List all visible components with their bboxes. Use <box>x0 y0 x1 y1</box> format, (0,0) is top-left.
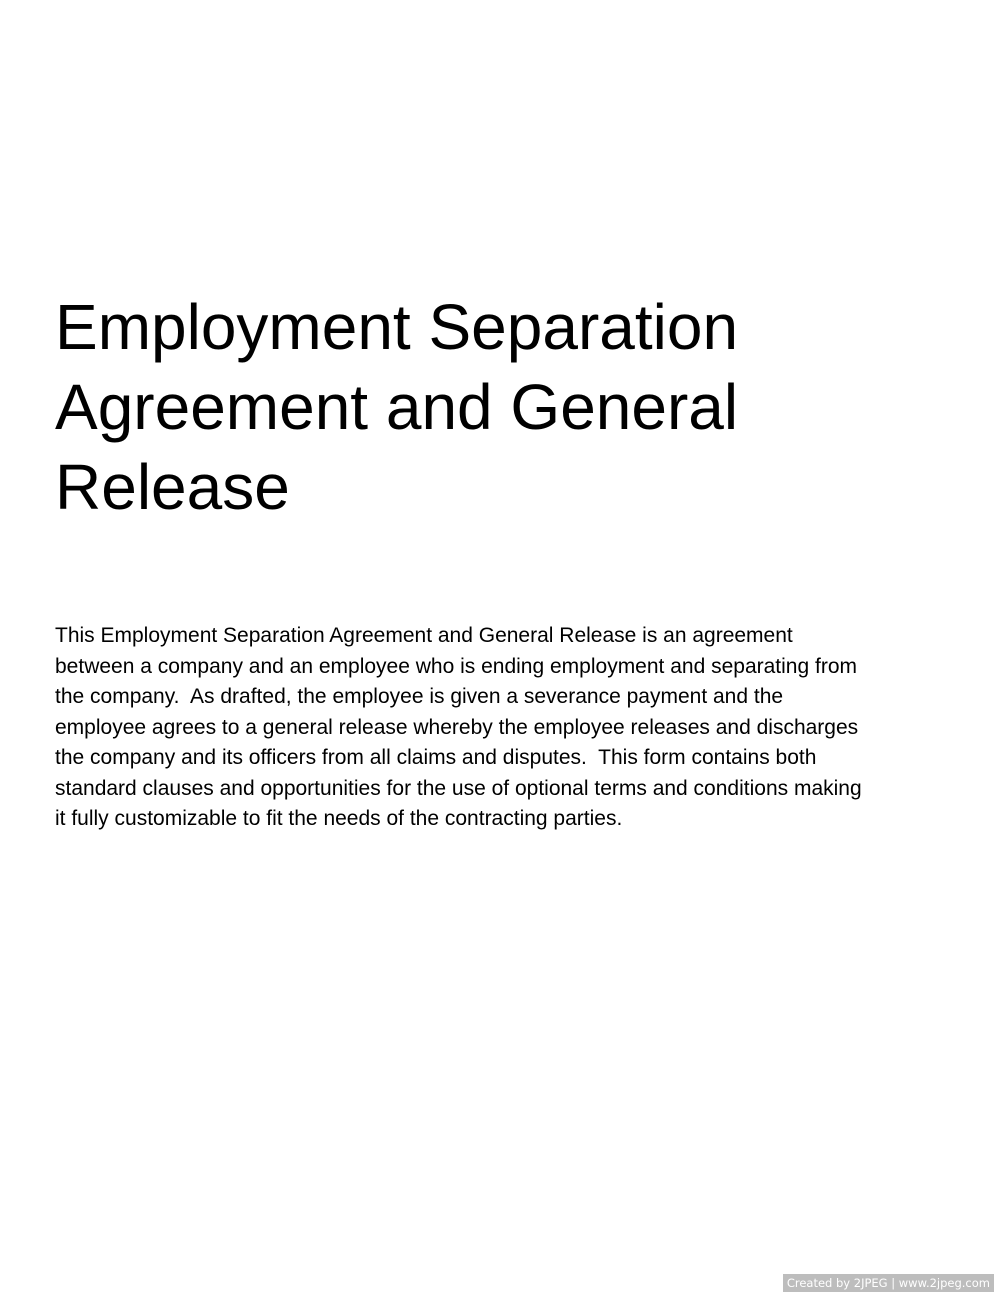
page-title <box>55 287 955 527</box>
description-line: between a company and an employee who is ending employment and separating from <box>55 654 857 678</box>
description-line: the company. As drafted, the employee is given a severance payment and the <box>55 685 784 708</box>
description-line: standard clauses and opportunities for the use of optional terms and conditions making <box>55 776 862 800</box>
page-title-line: Employment Separation <box>55 291 739 363</box>
page-title-line: Release <box>55 451 290 523</box>
description-line: employee agrees to a general release whereby the employee releases and discharges <box>55 715 859 739</box>
page-title-line: Agreement and General <box>55 371 739 443</box>
description-line: it fully customizable to fit the needs of the contracting parties. <box>55 807 623 830</box>
description-line: This Employment Separation Agreement and General Release is an agreement <box>55 624 793 647</box>
watermark-badge: Created by 2JPEG | www.2jpeg.com <box>783 1274 994 1292</box>
description-line: the company and its officers from all claims and disputes. This form contains both <box>55 746 817 769</box>
description-paragraph <box>55 621 975 835</box>
